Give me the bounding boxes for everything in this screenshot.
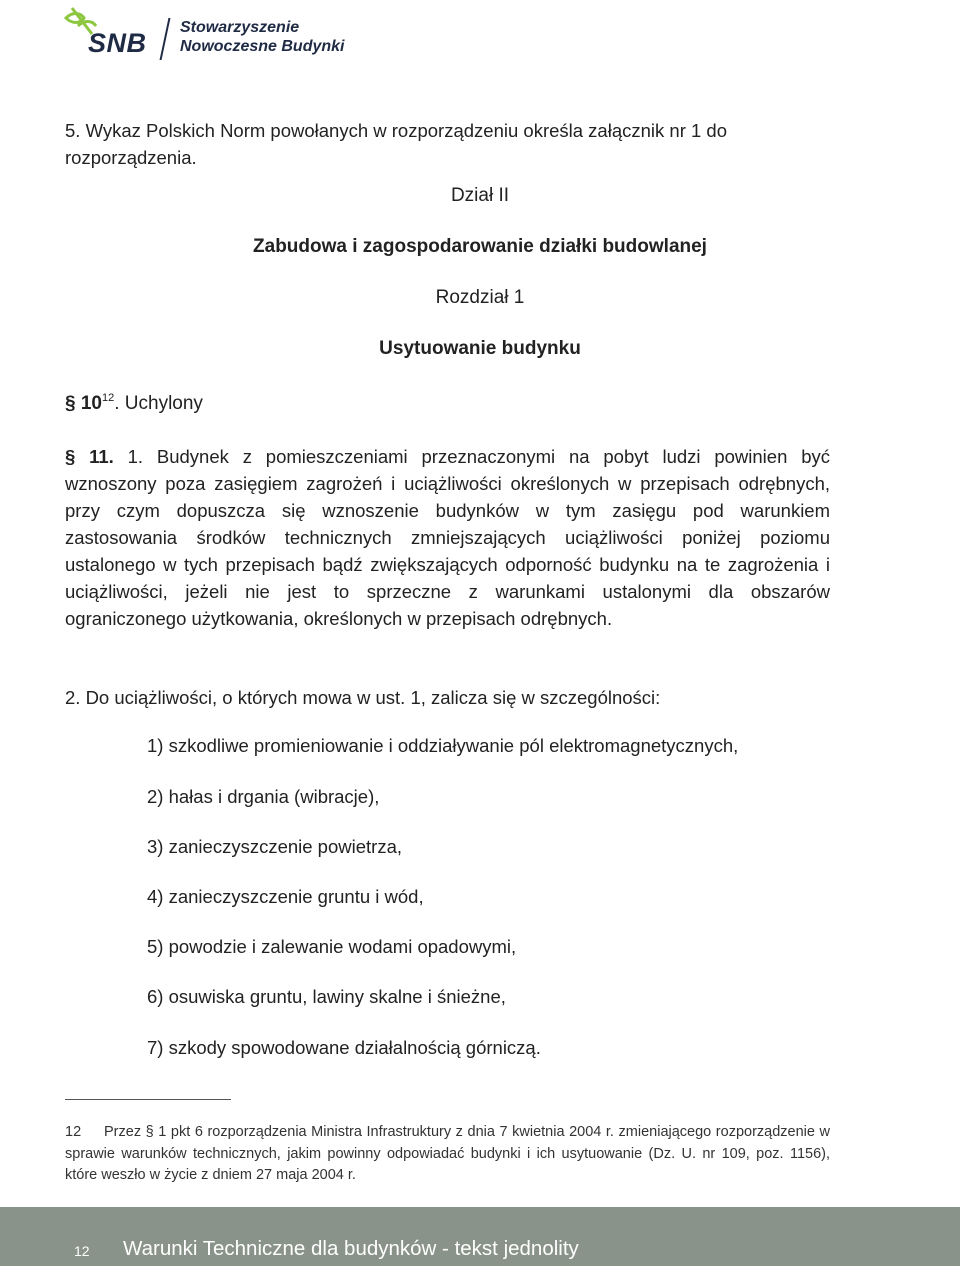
list-item: 1) szkodliwe promieniowanie i oddziaływanie pól elektromagnetycznych,	[147, 735, 739, 756]
list-item: 7) szkody spowodowane działalnością górniczą.	[147, 1037, 541, 1058]
footer-title: Warunki Techniczne dla budynków - tekst jednolity	[123, 1237, 579, 1260]
list-item: 4) zanieczyszczenie gruntu i wód,	[147, 886, 424, 907]
list-item: 5) powodzie i zalewanie wodami opadowymi,	[147, 936, 517, 957]
logo-abbreviation: SNB	[88, 28, 147, 58]
list-item: 6) osuwiska gruntu, lawiny skalne i śnieżne,	[147, 986, 506, 1007]
section-11-paragraph-2: 2. Do uciążliwości, o których mowa w ust. 1, zalicza się w szczególności:	[65, 687, 661, 708]
division-title: Zabudowa i zagospodarowanie działki budowlanej	[253, 236, 707, 257]
footnote	[65, 1122, 830, 1187]
footnote-number: 12	[65, 1124, 82, 1140]
footnote-divider	[65, 1099, 231, 1100]
section-10-number: § 10	[65, 393, 102, 414]
section-11-para-1-text: 1. Budynek z pomieszczeniami przeznaczonymi na pobyt ludzi powinien być wznoszony poza zasięgiem zagrożeń i uciążliwości określonych w przepisach odrębnych, przy czym dopuszcza się wznoszenie budynków w tym zasięgu pod warunkiem zastosowania środków technicznych zmniejszających uciążliwości poniżej poziomu ustalonego w tych przepisach bądź zwiększających odporność budynku na te zagrożenia i uciążliwości, jeżeli nie jest to sprzeczne z warunkami ustalonymi dla obszarów ograniczonego użytkowania, określonych w przepisach odrębnych.	[65, 446, 830, 629]
chapter-label: Rozdział 1	[435, 287, 525, 308]
page-number: 12	[74, 1243, 90, 1259]
list-item: 3) zanieczyszczenie powietrza,	[147, 836, 402, 857]
footnote-text: Przez § 1 pkt 6 rozporządzenia Ministra Infrastruktury z dnia 7 kwietnia 2004 r. zmieniającego rozporządzenie w sprawie warunków technicznych, jakim powinny odpowiadać budynki i ich usytuowanie (Dz. U. nr 109, poz. 1156), które weszło w życie z dniem 27 maja 2004 r.	[65, 1124, 830, 1183]
section-10-text: . Uchylony	[114, 393, 203, 414]
division-label: Dział II	[450, 185, 510, 206]
footnote-reference[interactable]: 12	[101, 392, 115, 404]
section-11-paragraph-1	[65, 443, 830, 632]
list-item: 2) hałas i drgania (wibracje),	[147, 786, 380, 807]
section-11-number: § 11.	[65, 446, 114, 467]
page-footer	[0, 1207, 960, 1266]
logo-wordmark	[180, 18, 344, 56]
intro-paragraph: 5. Wykaz Polskich Norm powołanych w rozporządzeniu określa załącznik nr 1 do rozporządzenia.	[65, 120, 728, 168]
section-10	[65, 390, 830, 417]
logo-line-2: Nowoczesne Budynki	[180, 38, 345, 55]
logo-separator	[160, 18, 171, 60]
snb-logo	[62, 4, 362, 64]
chapter-title: Usytuowanie budynku	[379, 338, 581, 359]
logo-line-1: Stowarzyszenie	[180, 19, 300, 36]
